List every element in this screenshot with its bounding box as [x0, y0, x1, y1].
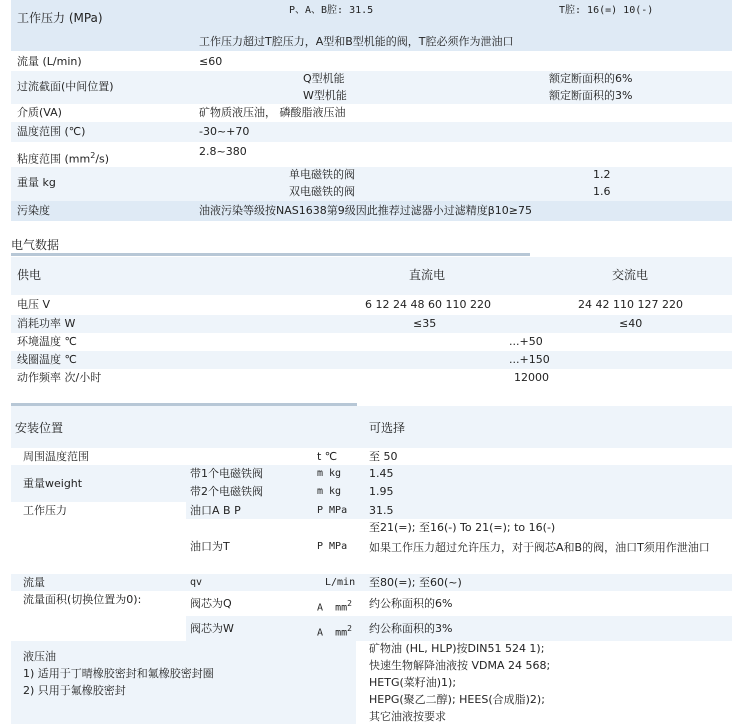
- row-medium: [11, 104, 732, 122]
- power-ac: ≤40: [619, 317, 643, 330]
- frequency-label: 动作频率 次/小时: [17, 371, 102, 384]
- voltage-dc: 6 12 24 48 60 110 220: [365, 298, 491, 311]
- contamination-label: 污染度: [17, 204, 50, 217]
- row-install: [11, 406, 732, 448]
- spool-w-value: 约公称面积的3%: [369, 622, 453, 635]
- fluid-value-3: HETG(菜籽油)1);: [369, 676, 457, 689]
- contamination-value: 油液污染等级按NAS1638第9级因此推荐过滤器小过滤精度β10≥75: [199, 204, 532, 217]
- fluid-value-5: 其它油液按要求: [369, 710, 446, 723]
- row-pressure-note: [11, 32, 732, 51]
- row-coil-temp: [11, 351, 732, 369]
- install-value: 可选择: [369, 421, 406, 435]
- ambient-temp-label: 环境温度 ℃: [17, 335, 77, 348]
- viscosity-value: 2.8~380: [199, 145, 247, 158]
- two-solenoid-unit: m kg: [317, 486, 342, 497]
- row-temp: [11, 122, 732, 142]
- viscosity-label: 粘度范围 $(mm^2/s)$: [17, 151, 110, 166]
- flow-area-label: 流量面积(切换位置为0):: [23, 593, 142, 606]
- row-frequency: [11, 369, 732, 387]
- supply-label: 供电: [17, 268, 42, 282]
- row-weight: [11, 167, 732, 201]
- w-value: 额定断面积的3%: [549, 89, 633, 102]
- pressure-t: T腔: 16(=) 10(-): [559, 5, 654, 16]
- temp-label: 温度范围 (℃): [17, 125, 86, 138]
- flow-unit: L/min: [325, 577, 356, 588]
- section-divider: [11, 253, 530, 256]
- flow-label: 流量: [23, 576, 45, 589]
- coil-temp-label: 线圈温度 ℃: [17, 353, 77, 366]
- section-label: 过流截面(中间位置): [17, 80, 114, 93]
- ac-header: 交流电: [612, 268, 649, 282]
- flow-value: ≤60: [199, 55, 223, 68]
- single-solenoid-label: 单电磁铁的阀: [289, 168, 355, 181]
- work-pressure-label: 工作压力: [23, 504, 67, 517]
- ambient-unit: t ℃: [317, 450, 338, 463]
- fluid-value-1: 矿物油 (HL, HLP)按DIN51 524 1);: [369, 642, 545, 655]
- pressure-label: 工作压力 (MPa): [17, 11, 103, 25]
- weight-label: 重量 kg: [17, 176, 56, 189]
- fluid-label: 液压油: [23, 650, 56, 663]
- one-solenoid-value: 1.45: [369, 467, 394, 480]
- row-section: [11, 71, 732, 104]
- install-label: 安装位置: [15, 421, 64, 435]
- flow-label: 流量 (L/min): [17, 55, 82, 68]
- port-t-value-1: 至21(=); 至16(-) To 21(=); to 16(-): [369, 521, 556, 534]
- row-ambient-temp: [11, 333, 732, 351]
- frequency-value: 12000: [514, 371, 549, 384]
- row-flow: [11, 51, 732, 71]
- row-ambient: [11, 448, 732, 465]
- row-flow-area: [11, 591, 732, 641]
- weight-label: 重量weight: [23, 477, 83, 490]
- fluid-note-2: 2) 只用于氟橡胶密封: [23, 684, 126, 697]
- ambient-temp-value: ...+50: [509, 335, 543, 348]
- voltage-label: 电压 V: [17, 298, 51, 311]
- coil-temp-value: ...+150: [509, 353, 550, 366]
- spool-w-unit: A $mm^2$: [317, 624, 352, 639]
- row-work-pressure: [11, 502, 732, 519]
- row-power: [11, 315, 732, 333]
- spool-q-value: 约公称面积的6%: [369, 597, 453, 610]
- fluid-note-1: 1) 适用于丁晴橡胶密封和氟橡胶密封圈: [23, 667, 214, 680]
- port-abp-value: 31.5: [369, 504, 394, 517]
- spool-q-unit: A $mm^2$: [317, 599, 352, 614]
- power-dc: ≤35: [413, 317, 437, 330]
- spool-w-cell: [186, 616, 732, 641]
- medium-value: 矿物质液压油， 磷酸脂液压油: [199, 106, 346, 119]
- medium-label: 介质(VA): [17, 106, 62, 119]
- port-t-unit: P MPa: [317, 541, 348, 552]
- power-label: 消耗功率 W: [17, 317, 76, 330]
- port-t-label: 油口为T: [190, 540, 230, 553]
- row-port-t: [11, 519, 732, 574]
- fluid-value-2: 快速生物解降油液按 VDMA 24 568;: [369, 659, 551, 672]
- row-flow: [11, 574, 732, 591]
- flow-value: 至80(=); 至60(~): [369, 576, 462, 589]
- double-solenoid-label: 双电磁铁的阀: [289, 185, 355, 198]
- port-abp-label: 油口A B P: [190, 504, 241, 517]
- pressure-note: 工作压力超过T腔压力，A型和B型机能的阀，T腔必须作为泄油口: [199, 35, 514, 48]
- row-weight: [11, 465, 732, 502]
- double-solenoid-value: 1.6: [593, 185, 611, 198]
- q-func: Q型机能: [303, 72, 345, 85]
- spool-w-label: 阀芯为W: [190, 622, 234, 635]
- electrical-section-title: 电气数据: [11, 238, 60, 252]
- abp-cell: [186, 502, 732, 519]
- row-contamination: [11, 201, 732, 221]
- two-solenoid-value: 1.95: [369, 485, 394, 498]
- one-solenoid-unit: m kg: [317, 468, 342, 479]
- one-solenoid-label: 带1个电磁铁阀: [190, 467, 263, 480]
- two-solenoid-label: 带2个电磁铁阀: [190, 485, 263, 498]
- port-t-value-2: 如果工作压力超过允许压力，对于阀芯A和B的阀，油口T须用作泄油口: [369, 541, 710, 554]
- temp-value: -30~+70: [199, 125, 250, 138]
- q-value: 额定断面积的6%: [549, 72, 633, 85]
- fluid-value-4: HEPG(聚乙二醇); HEES(合成脂)2);: [369, 693, 545, 706]
- voltage-ac: 24 42 110 127 220: [578, 298, 683, 311]
- spool-q-label: 阀芯为Q: [190, 597, 232, 610]
- ambient-value: 至 50: [369, 450, 398, 463]
- row-supply: [11, 257, 732, 295]
- row-viscosity: [11, 142, 732, 167]
- ambient-label: 周围温度范围: [23, 450, 89, 463]
- row-pressure: [11, 0, 732, 32]
- single-solenoid-value: 1.2: [593, 168, 611, 181]
- dc-header: 直流电: [409, 268, 446, 282]
- w-func: W型机能: [303, 89, 347, 102]
- row-voltage: [11, 295, 732, 315]
- row-fluid: [11, 641, 732, 724]
- flow-symbol: qv: [190, 577, 203, 588]
- pressure-pab: P、A、B腔: 31.5: [289, 5, 374, 16]
- port-abp-unit: P MPa: [317, 505, 348, 516]
